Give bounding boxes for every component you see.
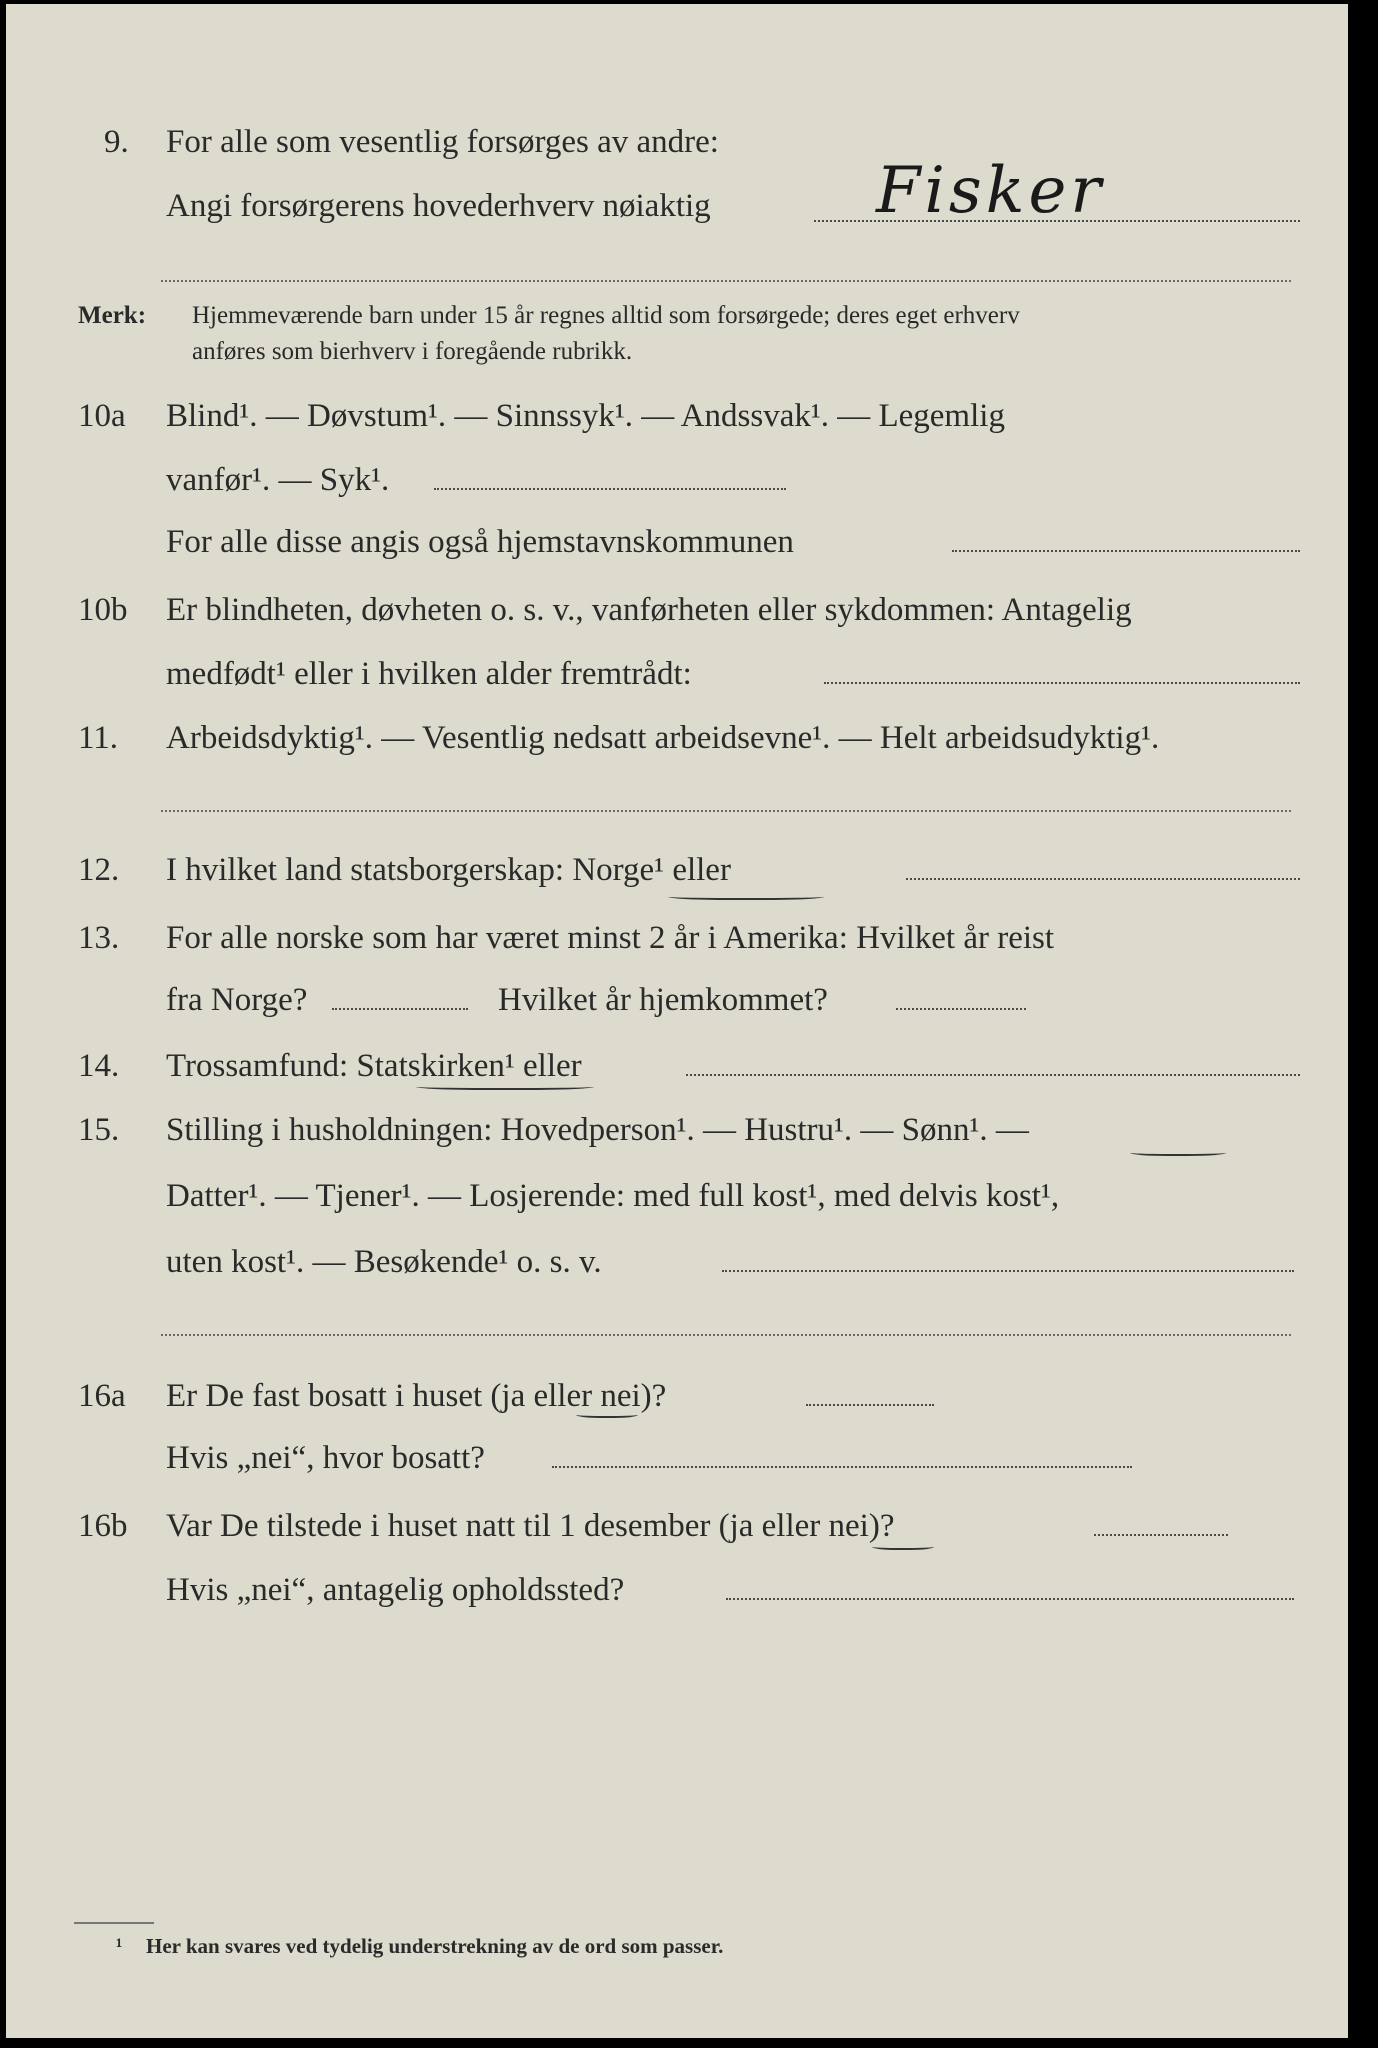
q12-norge-underline xyxy=(668,892,824,900)
q15-line1: Stilling i husholdningen: Hovedperson¹. — Hustru¹. — Sønn¹. — xyxy=(166,1112,1029,1148)
q15-sonn-underline xyxy=(1130,1148,1226,1156)
q10a-line1: Blind¹. — Døvstum¹. — Sinnssyk¹. — Andssvak¹. — Legemlig xyxy=(166,398,1005,434)
q9-handwritten-answer: Fisker xyxy=(876,154,1105,228)
q13-line2a: fra Norge? xyxy=(166,982,308,1018)
q10b-answer-line xyxy=(824,682,1300,684)
q9-extra-line xyxy=(161,280,1291,282)
q9-line1: For alle som vesentlig forsørges av andre: xyxy=(166,124,719,160)
q10a-syk-line xyxy=(434,488,786,490)
q16b-ja-underline xyxy=(872,1542,934,1550)
q10a-number: 10a xyxy=(78,398,126,434)
q15-extra-line xyxy=(161,1334,1291,1336)
q11-extra-line xyxy=(161,810,1291,812)
q10a-line3: For alle disse angis også hjemstavnskommunen xyxy=(166,524,794,560)
q11-line1: Arbeidsdyktig¹. — Vesentlig nedsatt arbeidsevne¹. — Helt arbeidsudyktig¹. xyxy=(166,720,1160,756)
merk-line2: anføres som bierhverv i foregående rubrikk. xyxy=(192,338,633,365)
footnote-mark: ¹ xyxy=(116,1934,123,1958)
q16b-line2: Hvis „nei“, antagelig opholdssted? xyxy=(166,1572,625,1608)
q12-answer-line xyxy=(906,878,1300,880)
q13-hjem-line xyxy=(896,1008,1026,1010)
q16b-line1: Var De tilstede i huset natt til 1 desember (ja eller nei)? xyxy=(166,1508,895,1544)
q10b-number: 10b xyxy=(78,592,128,628)
q14-answer-line xyxy=(686,1074,1300,1076)
q16a-bosatt-line xyxy=(552,1466,1132,1468)
q11-number: 11. xyxy=(78,720,119,756)
q14-line1: Trossamfund: Statskirken¹ eller xyxy=(166,1048,582,1084)
q16a-number: 16a xyxy=(78,1378,126,1414)
q15-line3: uten kost¹. — Besøkende¹ o. s. v. xyxy=(166,1244,602,1280)
merk-line1: Hjemmeværende barn under 15 år regnes alltid som forsørgede; deres eget erhverv xyxy=(192,302,1020,329)
q13-line1: For alle norske som har været minst 2 år i Amerika: Hvilket år reist xyxy=(166,920,1055,956)
q14-number: 14. xyxy=(78,1048,120,1084)
q12-line1: I hvilket land statsborgerskap: Norge¹ eller xyxy=(166,852,731,888)
q12-number: 12. xyxy=(78,852,120,888)
q14-statskirken-underline xyxy=(416,1082,594,1090)
q10b-line2: medfødt¹ eller i hvilken alder fremtrådt: xyxy=(166,656,692,692)
q13-reist-line xyxy=(332,1008,468,1010)
q16a-ja-underline xyxy=(576,1410,638,1418)
census-form-page xyxy=(6,4,1348,2038)
q10a-kommune-line xyxy=(952,550,1300,552)
q16b-number: 16b xyxy=(78,1508,128,1544)
q16a-line2: Hvis „nei“, hvor bosatt? xyxy=(166,1440,485,1476)
q15-answer-line xyxy=(722,1270,1294,1272)
q10a-line2: vanfør¹. — Syk¹. xyxy=(166,462,390,498)
q16b-answer-line xyxy=(1094,1534,1228,1536)
q15-number: 15. xyxy=(78,1112,120,1148)
q16b-opholdssted-line xyxy=(726,1598,1294,1600)
q16a-line1: Er De fast bosatt i huset (ja eller nei)? xyxy=(166,1378,667,1414)
q13-line2b: Hvilket år hjemkommet? xyxy=(498,982,828,1018)
q15-line2: Datter¹. — Tjener¹. — Losjerende: med full kost¹, med delvis kost¹, xyxy=(166,1178,1060,1214)
q13-number: 13. xyxy=(78,920,120,956)
footnote-rule xyxy=(74,1922,154,1924)
footnote-text: Her kan svares ved tydelig understrekning av de ord som passer. xyxy=(146,1934,724,1958)
q9-number: 9. xyxy=(104,124,129,160)
q16a-answer-line xyxy=(806,1404,934,1406)
merk-label: Merk: xyxy=(78,302,147,329)
q9-line2: Angi forsørgerens hovederhverv nøiaktig xyxy=(166,188,711,224)
q10b-line1: Er blindheten, døvheten o. s. v., vanførheten eller sykdommen: Antagelig xyxy=(166,592,1132,628)
